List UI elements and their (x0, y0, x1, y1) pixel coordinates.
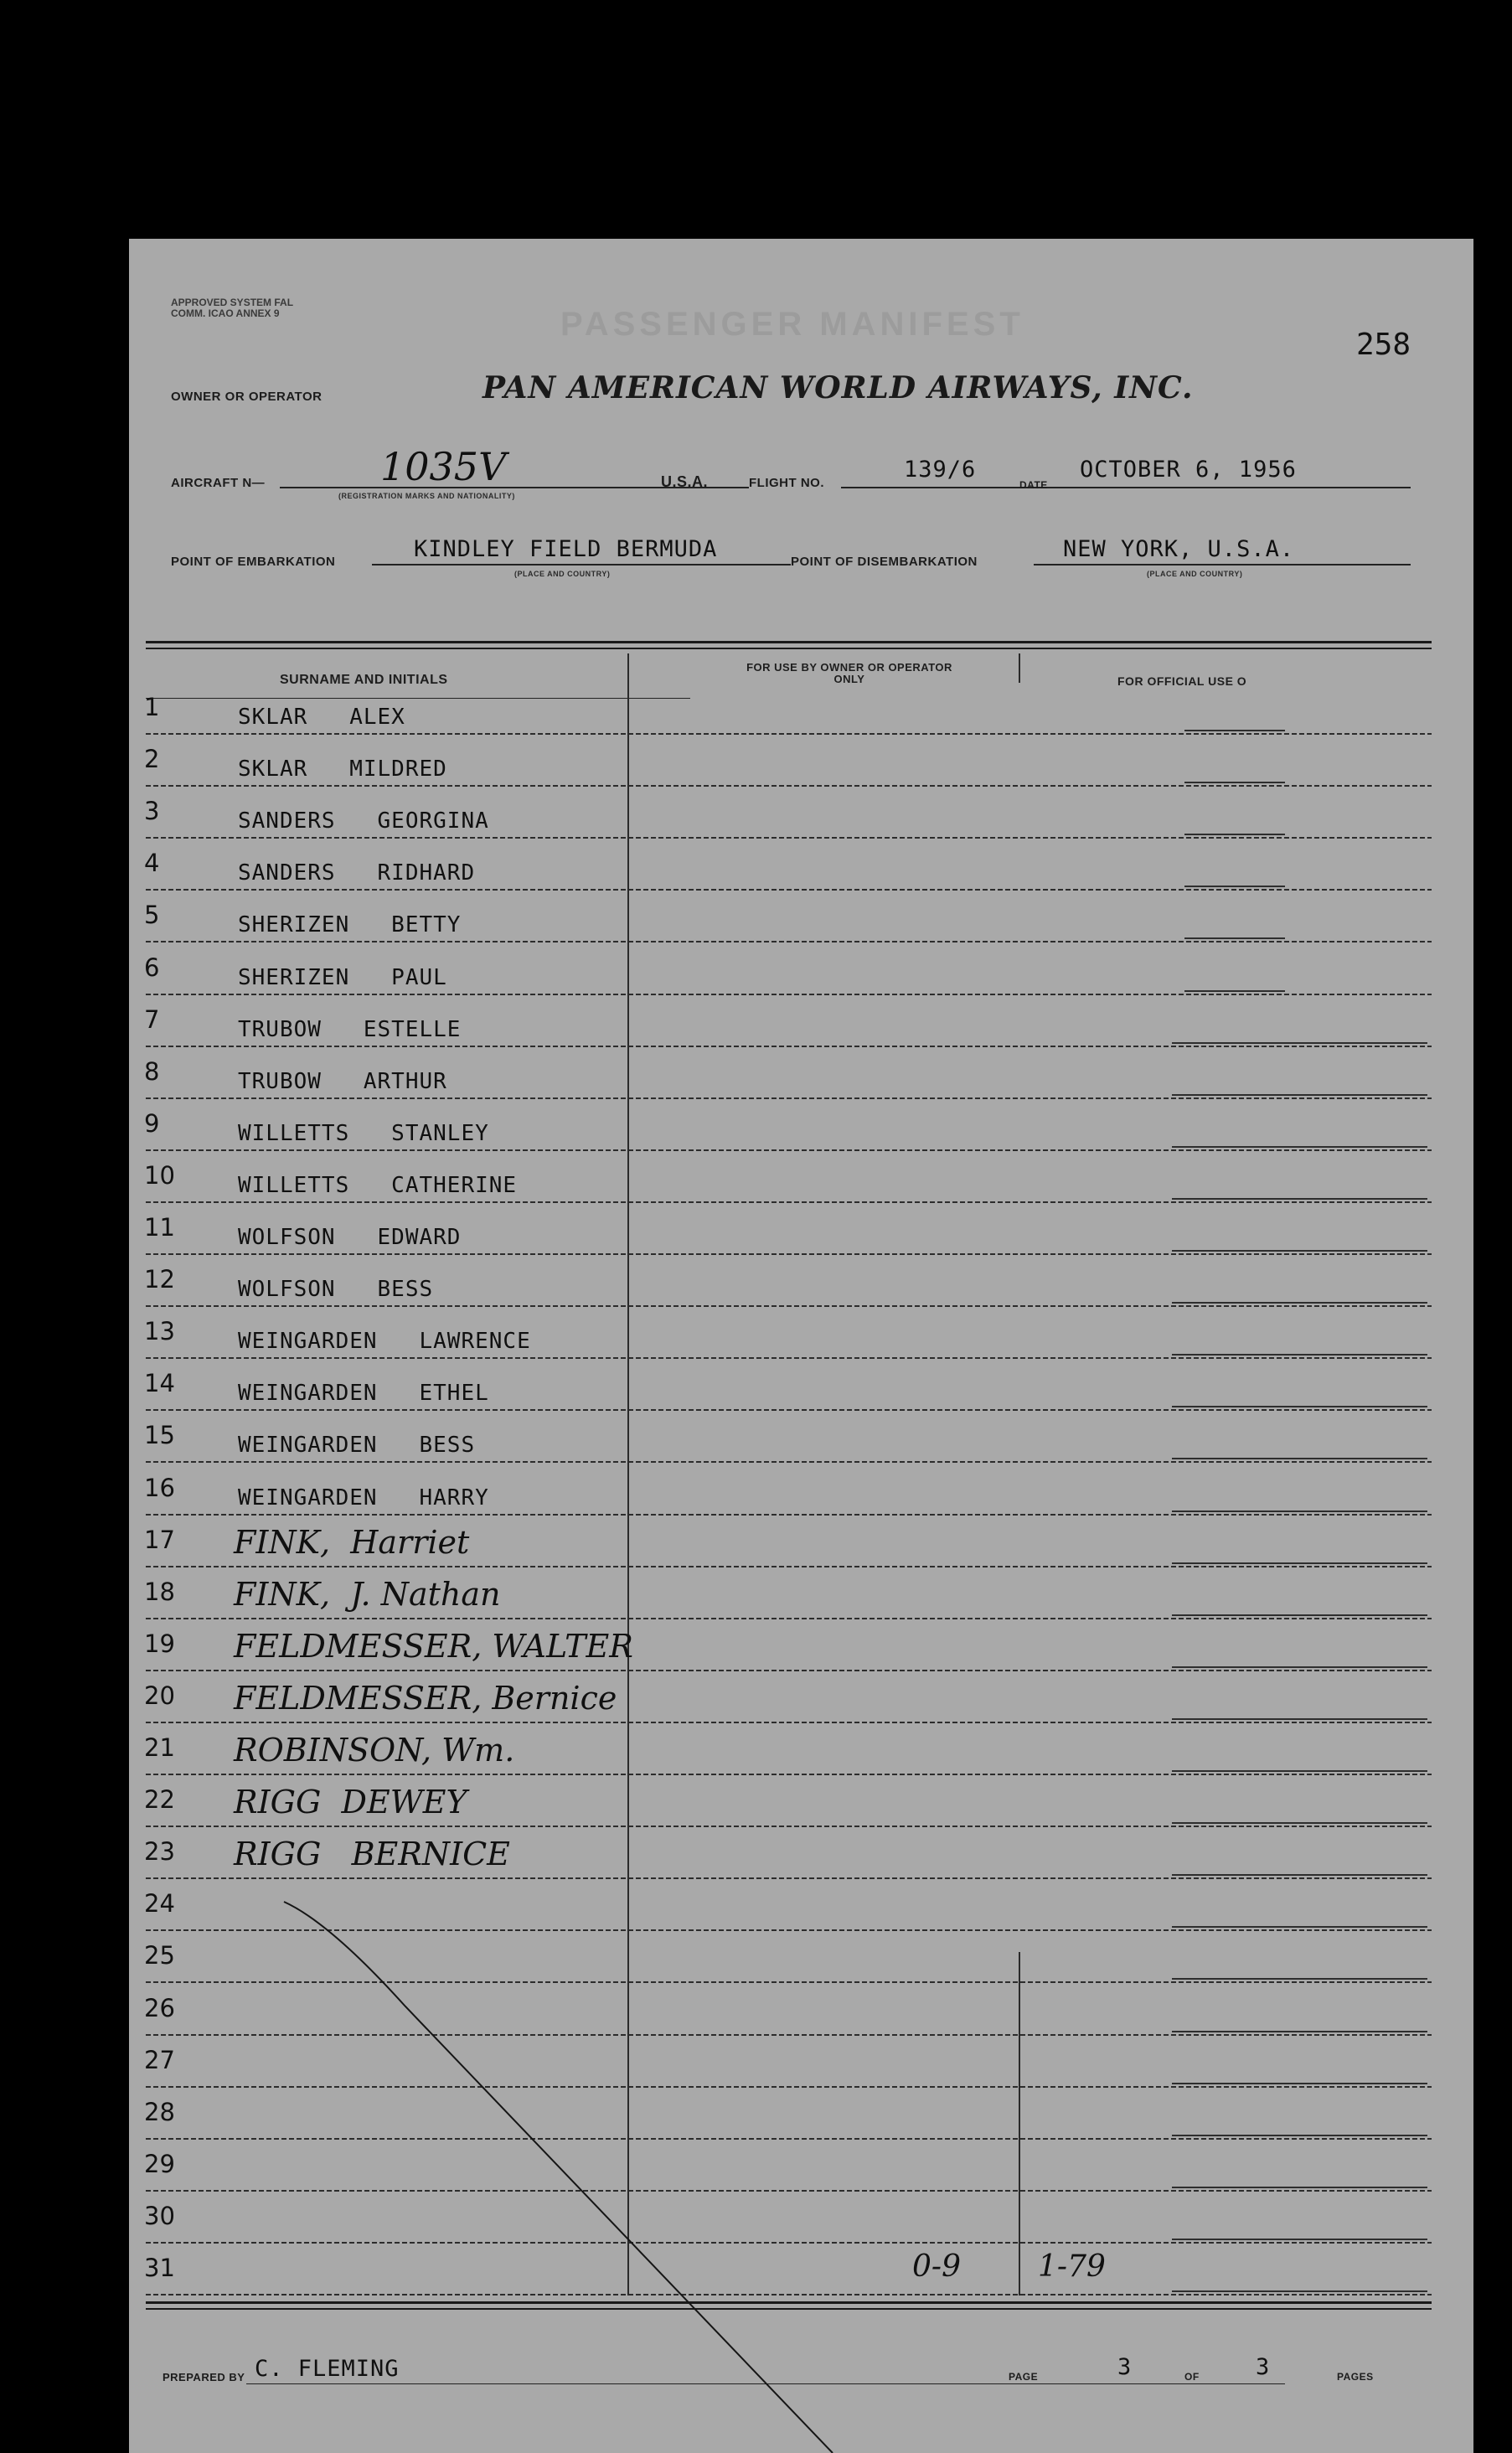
flight-label: FLIGHT NO. (749, 476, 824, 490)
disembark-label: POINT OF DISEMBARKATION (791, 555, 978, 569)
official-column-header: FOR OFFICIAL USE O (1117, 674, 1247, 688)
passenger-name: SHERIZEN PAUL (238, 964, 447, 990)
page-label: PAGE (1009, 2371, 1039, 2383)
row-number: 6 (144, 953, 160, 982)
page-value: 3 (1117, 2354, 1133, 2380)
row-number: 15 (144, 1421, 175, 1450)
form-title: PASSENGER MANIFEST (560, 306, 1024, 343)
row-number: 4 (144, 849, 160, 878)
aircraft-sub: (REGISTRATION MARKS AND NATIONALITY) (338, 492, 515, 500)
approved-stamp: APPROVED SYSTEM FAL COMM. ICAO ANNEX 9 (171, 297, 293, 319)
passenger-name: SANDERS GEORGINA (238, 808, 489, 834)
total-left: 0-9 (912, 2249, 961, 2284)
row-number: 31 (144, 2254, 175, 2282)
row-number: 22 (144, 1785, 175, 1815)
passenger-name: TRUBOW ESTELLE (238, 1016, 462, 1042)
row-number: 29 (144, 2149, 175, 2178)
passenger-name: FINK, J. Nathan (234, 1575, 501, 1613)
aircraft-value: 1035V (380, 444, 507, 489)
passenger-name: WILLETTS STANLEY (238, 1120, 489, 1146)
usa-label: U.S.A. (661, 473, 709, 490)
passenger-name: WEINGARDEN BESS (238, 1433, 476, 1459)
embark-label: POINT OF EMBARKATION (171, 555, 336, 569)
passenger-name: WEINGARDEN HARRY (238, 1485, 489, 1511)
passenger-name: WEINGARDEN ETHEL (238, 1381, 489, 1407)
row-number: 7 (144, 1004, 160, 1034)
aircraft-label: AIRCRAFT N— (171, 476, 266, 490)
passenger-name: WOLFSON EDWARD (238, 1225, 462, 1250)
pages-label: PAGES (1337, 2371, 1374, 2383)
row-number: 28 (144, 2097, 175, 2126)
row-number: 2 (144, 745, 160, 774)
owner-value: PAN AMERICAN WORLD AIRWAYS, INC. (482, 370, 1194, 405)
disembark-sub: (PLACE AND COUNTRY) (1147, 570, 1243, 578)
page-number: 258 (1356, 328, 1411, 362)
row-number: 23 (144, 1837, 175, 1867)
of-value: 3 (1256, 2354, 1271, 2380)
of-label: OF (1184, 2371, 1200, 2383)
row-number: 26 (144, 1993, 175, 2022)
passenger-name: WEINGARDEN LAWRENCE (238, 1329, 531, 1355)
passenger-name: RIGG BERNICE (234, 1836, 510, 1873)
row-number: 17 (144, 1525, 175, 1554)
passenger-name: SKLAR ALEX (238, 705, 405, 730)
date-label: DATE (1019, 479, 1048, 491)
passenger-name: FELDMESSER, WALTER (234, 1627, 633, 1665)
owner-column-header: FOR USE BY OWNER OR OPERATOR ONLY (746, 661, 952, 685)
passenger-name: RIGG DEWEY (234, 1784, 467, 1821)
embark-sub: (PLACE AND COUNTRY) (514, 570, 611, 578)
manifest-page (129, 239, 1473, 2453)
passenger-name: FELDMESSER, Bernice (234, 1679, 617, 1717)
row-number: 14 (144, 1369, 175, 1398)
row-number: 16 (144, 1473, 175, 1502)
row-number: 19 (144, 1629, 175, 1658)
row-number: 21 (144, 1733, 175, 1762)
total-right: 1-79 (1038, 2249, 1106, 2284)
owner-label: OWNER OR OPERATOR (171, 390, 323, 404)
row-number: 8 (144, 1056, 160, 1086)
row-number: 10 (144, 1160, 175, 1190)
row-number: 18 (144, 1577, 175, 1606)
passenger-name: FINK, Harriet (234, 1523, 470, 1561)
passenger-name: TRUBOW ARTHUR (238, 1068, 447, 1094)
row-number: 3 (144, 797, 160, 826)
row-number: 30 (144, 2201, 175, 2230)
row-number: 25 (144, 1941, 175, 1970)
date-value: OCTOBER 6, 1956 (1080, 457, 1297, 483)
passenger-name: ROBINSON, Wm. (234, 1732, 515, 1769)
prepared-label: PREPARED BY (163, 2371, 245, 2383)
disembark-value: NEW YORK, U.S.A. (1063, 536, 1295, 562)
cancellation-stroke (129, 239, 1473, 2453)
passenger-name: SKLAR MILDRED (238, 757, 447, 782)
row-number: 1 (144, 693, 160, 721)
row-number: 20 (144, 1681, 175, 1710)
prepared-value: C. FLEMING (255, 2356, 400, 2382)
passenger-name: SANDERS RIDHARD (238, 860, 476, 886)
passenger-name: WILLETTS CATHERINE (238, 1172, 518, 1198)
row-number: 13 (144, 1317, 175, 1346)
passenger-name: SHERIZEN BETTY (238, 912, 462, 938)
row-number: 12 (144, 1265, 175, 1294)
row-number: 5 (144, 901, 160, 930)
row-number: 24 (144, 1889, 175, 1919)
flight-value: 139/6 (904, 457, 977, 483)
row-number: 27 (144, 2045, 175, 2074)
row-number: 11 (144, 1213, 175, 1242)
surname-column-header: SURNAME AND INITIALS (280, 673, 448, 687)
passenger-name: WOLFSON BESS (238, 1277, 434, 1303)
row-number: 9 (144, 1108, 160, 1138)
embark-value: KINDLEY FIELD BERMUDA (414, 536, 718, 562)
